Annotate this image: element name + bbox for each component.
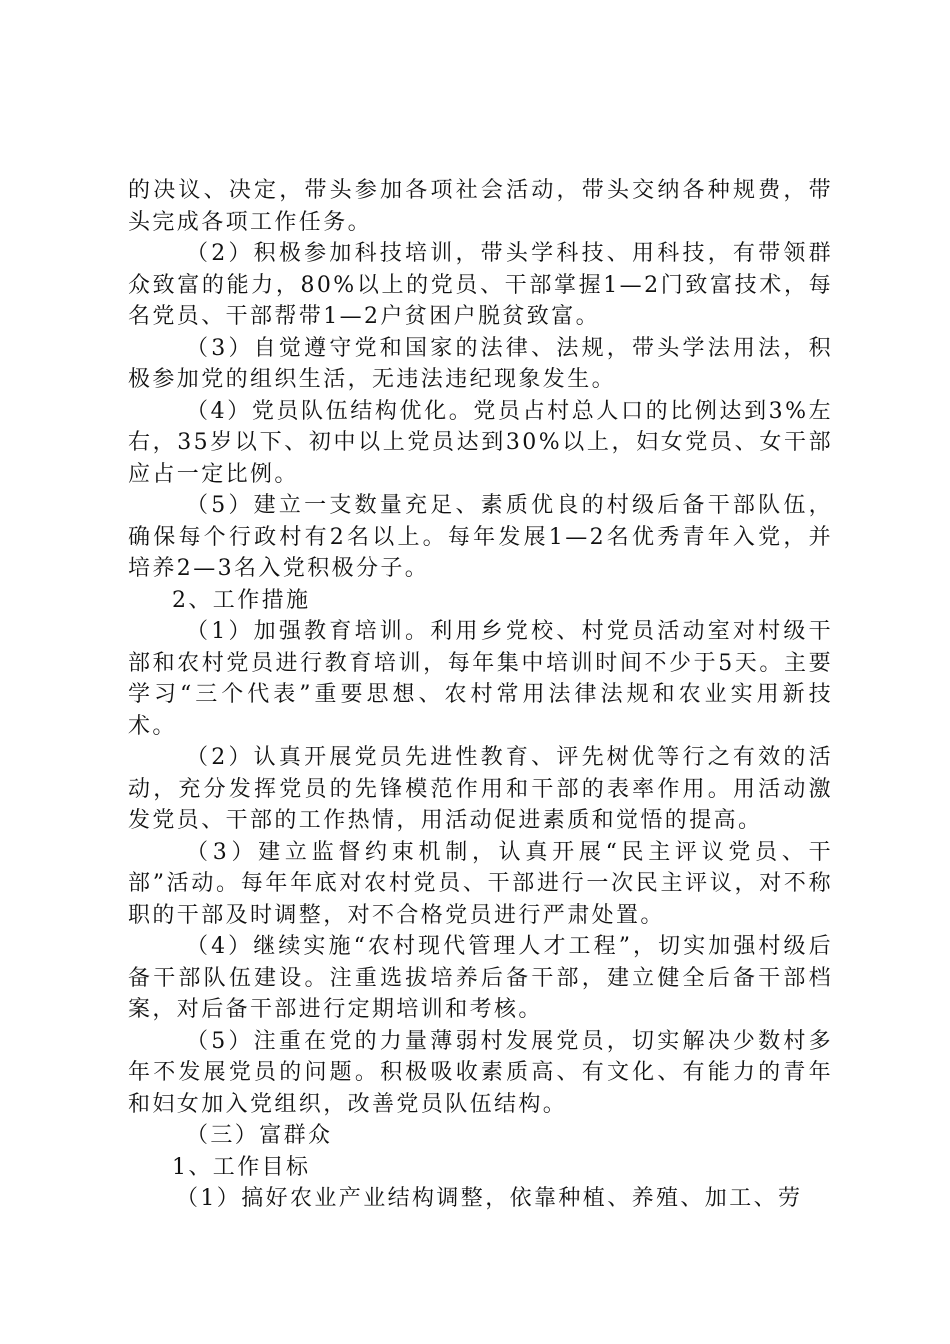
section-heading-goals: 1、工作目标 xyxy=(172,1154,311,1180)
paragraph-measure-1: （1）加强教育培训。利用乡党校、村党员活动室对村级干部和农村党员进行教育培训，每年集中培训时间不少于5天。主要学习“三个代表”重要思想、农村常用法律法规和农业实用新技术。 xyxy=(128,619,833,739)
paragraph-goal-3: （3）自觉遵守党和国家的法律、法规，带头学法用法，积极参加党的组织生活，无违法违纪现象发生。 xyxy=(128,335,833,392)
paragraph-measure-4: （4）继续实施“农村现代管理人才工程”，切实加强村级后备干部队伍建设。注重选拔培养后备干部，建立健全后备干部档案，对后备干部进行定期培训和考核。 xyxy=(128,934,833,1022)
paragraph-goal-4: （4）党员队伍结构优化。党员占村总人口的比例达到3%左右，35岁以下、初中以上党员达到30%以上，妇女党员、女干部应占一定比例。 xyxy=(128,398,833,487)
section-heading-measures: 2、工作措施 xyxy=(172,587,311,613)
paragraph-measure-2: （2）认真开展党员先进性教育、评先树优等行之有效的活动，充分发挥党员的先锋模范作用和干部的表率作用。用活动激发党员、干部的工作热情，用活动促进素质和觉悟的提高。 xyxy=(128,745,833,833)
paragraph-goal-5: （5）建立一支数量充足、素质优良的村级后备干部队伍，确保每个行政村有2名以上。每年发展1—2名优秀青年入党，并培养2—3名入党积极分子。 xyxy=(128,493,833,581)
document-body xyxy=(128,175,833,1215)
paragraph-goal-2: （2）积极参加科技培训，带头学科技、用科技，有带领群众致富的能力，80%以上的党员、干部掌握1—2门致富技术，每名党员、干部帮带1—2户贫困户脱贫致富。 xyxy=(128,241,833,329)
section-heading-enrich: （三）富群众 xyxy=(186,1123,333,1148)
paragraph-measure-3: （3）建立监督约束机制，认真开展“民主评议党员、干部”活动。每年年底对农村党员、干部进行一次民主评议，对不称职的干部及时调整，对不合格党员进行严肃处置。 xyxy=(128,839,833,928)
paragraph-continuation: 的决议、决定，带头参加各项社会活动，带头交纳各种规费，带头完成各项工作任务。 xyxy=(128,178,833,235)
paragraph-enrich-goal-1: （1）搞好农业产业结构调整，依靠种植、养殖、加工、劳 xyxy=(176,1186,803,1211)
paragraph-measure-5: （5）注重在党的力量薄弱村发展党员，切实解决少数村多年不发展党员的问题。积极吸收素质高、有文化、有能力的青年和妇女加入党组织，改善党员队伍结构。 xyxy=(128,1028,833,1117)
